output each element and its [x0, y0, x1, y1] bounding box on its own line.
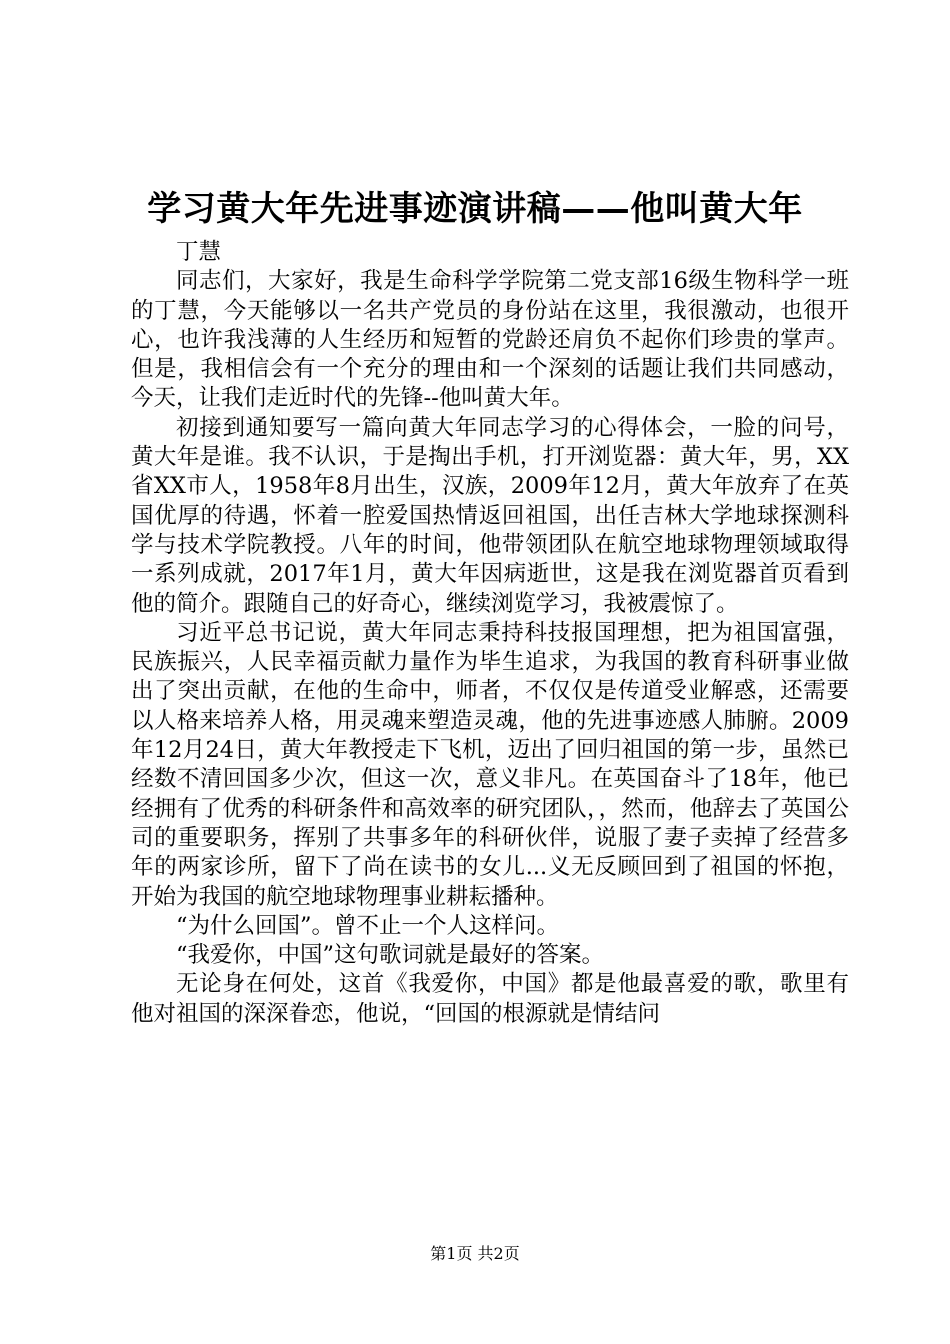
paragraph-5: “我爱你，中国”这句歌词就是最好的答案。	[176, 942, 605, 969]
paragraph-3: 习近平总书记说，黄大年同志秉持科技报国理想，把为祖国富强，民族振兴，人民幸福贡献力量作为毕生追求，为我国的教育科研事业做出了突出贡献，在他的生命中，师者，不仅仅是传道受业解惑，还需要以人格来培养人格，用灵魂来塑造灵魂，他的先进事迹感人肺腑。2009年12月24日，黄大年教授走下飞机，迈出了回归祖国的第一步，虽然已经数不清回国多少次，但这一次，意义非凡。在英国奋斗了18年，他已经拥有了优秀的科研条件和高效率的研究团队，，然而，他辞去了英国公司的重要职务，挥别了共事多年的科研伙伴，说服了妻子卖掉了经营多年的两家诊所，留下了尚在读书的女儿...义无反顾回到了祖国的怀抱，开始为我国的航空地球物理事业耕耘播种。	[131, 619, 849, 910]
paragraph-6: 无论身在何处，这首《我爱你，中国》都是他最喜爱的歌，歌里有他对祖国的深深眷恋，他说，“回国的根源就是情结问	[131, 971, 849, 1027]
document-title: 学习黄大年先进事迹演讲稿——他叫黄大年	[147, 189, 803, 229]
author-line: 丁慧	[176, 239, 222, 265]
paragraph-1: 同志们，大家好，我是生命科学学院第二党支部16级生物科学一班的丁慧，今天能够以一名共产党员的身份站在这里，我很激动，也很开心，也许我浅薄的人生经历和短暂的党龄还肩负不起你们珍贵的掌声。但是，我相信会有一个充分的理由和一个深刻的话题让我们共同感动，今天，让我们走近时代的先锋--他叫黄大年。	[131, 268, 849, 412]
document-body	[131, 238, 849, 1029]
page-footer: 第1页 共2页	[430, 1244, 520, 1263]
paragraph-2: 初接到通知要写一篇向黄大年同志学习的心得体会，一脸的问号，黄大年是谁。我不认识，于是掏出手机，打开浏览器：黄大年，男，XX省XX市人，1958年8月出生，汉族，2009年12月，黄大年放弃了在英国优厚的待遇，怀着一腔爱国热情返回祖国，出任吉林大学地球探测科学与技术学院教授。八年的时间，他带领团队在航空地球物理领域取得一系列成就，2017年1月，黄大年因病逝世，这是我在浏览器首页看到他的简介。跟随自己的好奇心，继续浏览学习，我被震惊了。	[131, 414, 849, 617]
paragraph-4: “为什么回国”。曾不止一个人这样问。	[176, 912, 560, 939]
